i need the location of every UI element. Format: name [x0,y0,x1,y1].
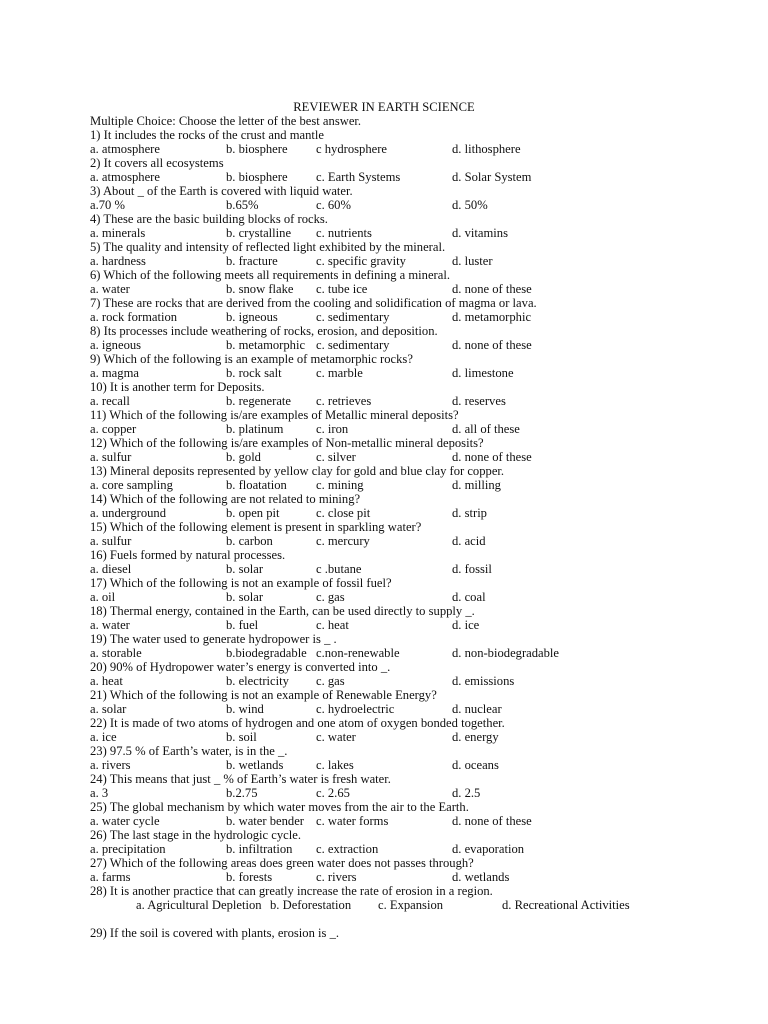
choice-option: b. rock salt [226,366,282,380]
question-stem: 3) About _ of the Earth is covered with liquid water. [90,184,353,198]
choice-option: b. electricity [226,674,289,688]
choice-option: d. evaporation [452,842,525,856]
choice-option: a. igneous [90,338,142,352]
choice-option: c. mining [316,478,364,492]
question-stem: 24) This means that just _ % of Earth’s water is fresh water. [90,772,391,786]
choice-row [90,702,750,716]
choice-row [90,338,750,352]
choice-option: c hydrosphere [316,142,387,156]
choice-row [90,618,750,632]
choice-option: c. specific gravity [316,254,406,268]
choice-option: a.70 % [90,198,125,212]
question-item [90,156,750,184]
question-item [90,464,750,492]
choice-row [90,394,750,408]
question-item [90,604,750,632]
choice-option: a. water [90,618,130,632]
choice-option: b. snow flake [226,282,294,296]
choice-option: c. 60% [316,198,351,212]
choice-row [90,646,750,660]
question-item [90,744,750,772]
choice-option: b. biosphere [226,142,288,156]
question-list [90,128,750,940]
choice-option: c. marble [316,366,363,380]
choice-option: d. none of these [452,450,532,464]
choice-option: a. atmosphere [90,142,160,156]
choice-option: c. silver [316,450,356,464]
choice-option: c. nutrients [316,226,372,240]
question-stem: 26) The last stage in the hydrologic cycle. [90,828,302,842]
choice-option: b. igneous [226,310,278,324]
question-item [90,772,750,800]
choice-option: b. infiltration [226,842,293,856]
question-item [90,688,750,716]
question-stem: 7) These are rocks that are derived from the cooling and solidification of magma or lava. [90,296,537,310]
choice-option: b. wind [226,702,264,716]
choice-row [90,450,750,464]
choice-option: a. water cycle [90,814,160,828]
choice-row [90,478,750,492]
choice-option: b. open pit [226,506,280,520]
choice-option: b. platinum [226,422,284,436]
question-stem: 11) Which of the following is/are examples of Metallic mineral deposits? [90,408,459,422]
choice-option: b. solar [226,562,264,576]
choice-option: a. magma [90,366,139,380]
question-item [90,926,750,940]
question-item [90,548,750,576]
choice-option: d. none of these [452,282,532,296]
question-stem: 18) Thermal energy, contained in the Earth, can be used directly to supply _. [90,604,475,618]
choice-option: d. nuclear [452,702,502,716]
choice-option: b. carbon [226,534,273,548]
choice-option: a. Agricultural Depletion [136,898,262,912]
question-item [90,436,750,464]
choice-row [90,366,750,380]
question-stem: 28) It is another practice that can greatly increase the rate of erosion in a region. [90,884,493,898]
question-item [90,128,750,156]
question-item [90,324,750,352]
choice-option: b. regenerate [226,394,292,408]
choice-option: a. rivers [90,758,131,772]
choice-option: a. 3 [90,786,109,800]
choice-option: a. diesel [90,562,132,576]
choice-option: c .butane [316,562,362,576]
choice-option: d. emissions [452,674,515,688]
choice-row [90,898,750,912]
choice-option: a. sulfur [90,450,132,464]
choice-option: a. oil [90,590,116,604]
question-stem: 16) Fuels formed by natural processes. [90,548,286,562]
question-item [90,296,750,324]
choice-row [90,282,750,296]
question-stem: 19) The water used to generate hydropower is _ . [90,632,337,646]
choice-option: a. copper [90,422,137,436]
choice-option: d. oceans [452,758,499,772]
choice-row [90,142,750,156]
choice-option: d. vitamins [452,226,508,240]
choice-option: b. wetlands [226,758,284,772]
choice-option: d. acid [452,534,486,548]
choice-option: d. all of these [452,422,520,436]
question-stem: 17) Which of the following is not an example of fossil fuel? [90,576,392,590]
choice-option: a. ice [90,730,117,744]
choice-option: d. 2.5 [452,786,481,800]
choice-option: d. non-biodegradable [452,646,560,660]
question-item [90,632,750,660]
choice-option: d. limestone [452,366,514,380]
choice-option: d. luster [452,254,493,268]
choice-option: d. reserves [452,394,506,408]
choice-option: a. hardness [90,254,146,268]
choice-option: d. Recreational Activities [502,898,630,912]
choice-option: a. water [90,282,130,296]
question-item [90,800,750,828]
choice-option: d. wetlands [452,870,510,884]
choice-row [90,534,750,548]
choice-option: a. rock formation [90,310,178,324]
question-item [90,828,750,856]
choice-row [90,590,750,604]
choice-row [90,422,750,436]
choice-option: c. lakes [316,758,354,772]
choice-option: c. tube ice [316,282,368,296]
choice-option: a. core sampling [90,478,173,492]
question-stem: 14) Which of the following are not related to mining? [90,492,361,506]
question-stem: 9) Which of the following is an example of metamorphic rocks? [90,352,413,366]
choice-option: d. none of these [452,338,532,352]
question-item [90,380,750,408]
question-item [90,212,750,240]
choice-option: c. close pit [316,506,371,520]
choice-option: d. ice [452,618,480,632]
choice-option: c. hydroelectric [316,702,395,716]
choice-option: b. water bender [226,814,304,828]
choice-option: b. fuel [226,618,259,632]
question-item [90,492,750,520]
choice-row [90,730,750,744]
choice-row [90,842,750,856]
question-item [90,884,750,912]
question-stem: 1) It includes the rocks of the crust and mantle [90,128,324,142]
choice-row [90,254,750,268]
choice-option: b. forests [226,870,273,884]
choice-option: c. extraction [316,842,379,856]
choice-option: c. sedimentary [316,338,390,352]
question-item [90,268,750,296]
choice-row [90,226,750,240]
question-item [90,716,750,744]
choice-option: d. energy [452,730,499,744]
question-stem: 4) These are the basic building blocks of rocks. [90,212,328,226]
question-item [90,856,750,884]
question-stem: 6) Which of the following meets all requirements in defining a mineral. [90,268,450,282]
choice-option: c. water forms [316,814,389,828]
choice-option: a. minerals [90,226,146,240]
question-stem: 22) It is made of two atoms of hydrogen and one atom of oxygen bonded together. [90,716,505,730]
choice-option: c. water [316,730,356,744]
question-stem: 5) The quality and intensity of reflected light exhibited by the mineral. [90,240,446,254]
question-stem: 13) Mineral deposits represented by yellow clay for gold and blue clay for copper. [90,464,505,478]
choice-option: b. floatation [226,478,287,492]
question-item [90,352,750,380]
choice-option: c. iron [316,422,349,436]
question-item [90,520,750,548]
choice-option: c. Earth Systems [316,170,401,184]
choice-option: d. coal [452,590,486,604]
choice-option: d. strip [452,506,487,520]
choice-row [90,170,750,184]
choice-option: c. mercury [316,534,370,548]
choice-row [90,310,750,324]
choice-option: c. 2.65 [316,786,350,800]
choice-row [90,814,750,828]
choice-option: a. sulfur [90,534,132,548]
choice-option: a. heat [90,674,123,688]
instructions: Multiple Choice: Choose the letter of the best answer. [90,114,362,128]
question-stem: 20) 90% of Hydropower water’s energy is converted into _. [90,660,391,674]
choice-option: d. none of these [452,814,532,828]
question-stem: 12) Which of the following is/are examples of Non-metallic mineral deposits? [90,436,484,450]
choice-option: d. 50% [452,198,488,212]
choice-option: b. crystalline [226,226,292,240]
choice-option: b. gold [226,450,261,464]
choice-option: b. metamorphic [226,338,306,352]
choice-option: a. atmosphere [90,170,160,184]
choice-option: a. farms [90,870,131,884]
question-stem: 21) Which of the following is not an example of Renewable Energy? [90,688,437,702]
choice-option: c. sedimentary [316,310,390,324]
choice-option: b.biodegradable [226,646,307,660]
choice-option: a. recall [90,394,130,408]
question-stem: 2) It covers all ecosystems [90,156,224,170]
choice-option: c. heat [316,618,349,632]
choice-option: b. solar [226,590,264,604]
choice-option: d. metamorphic [452,310,532,324]
choice-option: d. Solar System [452,170,532,184]
question-item [90,184,750,212]
choice-option: c. retrieves [316,394,372,408]
choice-option: c.non-renewable [316,646,400,660]
page-title: REVIEWER IN EARTH SCIENCE [293,100,475,114]
question-item [90,408,750,436]
choice-option: a. underground [90,506,167,520]
question-stem: 15) Which of the following element is present in sparkling water? [90,520,422,534]
question-item [90,576,750,604]
choice-row [90,198,750,212]
choice-option: c. rivers [316,870,357,884]
choice-row [90,674,750,688]
choice-row [90,786,750,800]
choice-option: a. storable [90,646,142,660]
choice-option: d. fossil [452,562,492,576]
choice-option: d. milling [452,478,501,492]
choice-row [90,758,750,772]
question-stem: 29) If the soil is covered with plants, erosion is _. [90,926,340,940]
question-stem: 10) It is another term for Deposits. [90,380,265,394]
choice-option: b.2.75 [226,786,258,800]
choice-option: a. precipitation [90,842,166,856]
choice-option: b.65% [226,198,259,212]
choice-option: c. Expansion [378,898,444,912]
choice-option: b. soil [226,730,257,744]
question-stem: 25) The global mechanism by which water moves from the air to the Earth. [90,800,469,814]
choice-option: c. gas [316,674,345,688]
choice-option: a. solar [90,702,127,716]
choice-row [90,562,750,576]
question-stem: 27) Which of the following areas does green water does not passes through? [90,856,474,870]
question-item [90,660,750,688]
question-stem: 23) 97.5 % of Earth’s water, is in the _. [90,744,288,758]
question-item [90,240,750,268]
choice-option: b. fracture [226,254,278,268]
choice-option: c. gas [316,590,345,604]
choice-option: b. biosphere [226,170,288,184]
choice-row [90,870,750,884]
choice-row [90,506,750,520]
question-stem: 8) Its processes include weathering of rocks, erosion, and deposition. [90,324,438,338]
choice-option: d. lithosphere [452,142,521,156]
choice-option: b. Deforestation [270,898,352,912]
